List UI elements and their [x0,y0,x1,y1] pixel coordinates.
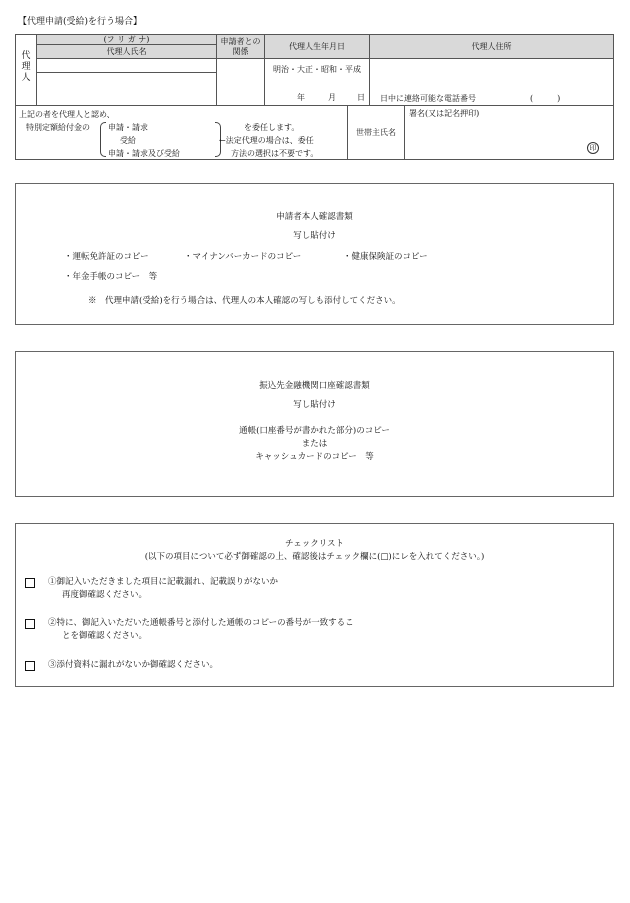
entrust-text1: を委任します。 [244,123,300,132]
checklist-item-2 [48,617,354,643]
address-field[interactable] [369,58,614,106]
birth-label: 代理人生年月日 [289,42,345,51]
id-document-section [15,183,614,325]
day-label: 日 [357,93,365,102]
proxy-name-field[interactable] [36,72,217,106]
entrust-text3: 方法の選択は不要です。 [231,149,319,158]
section-header: 【代理申請(受給)を行う場合】 [18,17,143,27]
checklist-instruction: (以下の項目について必ず御確認の上、確認後はチェック欄に(□)にレを入れてください。) [144,552,485,562]
checklist-item-1-line1: ①御記入いただきました項目に記載漏れ、記載誤りがないか [48,577,279,587]
signature-field[interactable] [404,105,614,160]
entrust-text2: ←法定代理の場合は、委任 [219,136,314,145]
year-label: 年 [297,93,305,102]
address-header [369,34,614,59]
name-header [36,44,217,59]
relation-label: 申請者との関係 [220,37,261,56]
bank-section-title: 振込先金融機関口座確認書類 [259,381,370,391]
seal-mark: 印 [587,142,599,154]
proxy-name-label: 代理人氏名 [106,47,147,56]
proxy-side-cell [15,34,37,106]
delegation-cell [15,105,348,160]
householder-cell [347,105,405,160]
left-brace [100,122,106,157]
checklist-checkbox-3[interactable] [25,661,35,671]
checklist-item-3 [48,659,218,672]
checklist-item-1-line2: 再度御確認ください。 [62,590,148,600]
checklist-item-2-line2: とを御確認ください。 [62,631,148,641]
option-apply-receive[interactable]: 申請・請求及び受給 [108,149,180,158]
id-section-note: ※ 代理申請(受給)を行う場合は、代理人の本人確認の写しも添付してください。 [88,296,401,306]
option-receive[interactable]: 受給 [120,136,136,145]
signature-label: 署名(又は記名押印) [409,109,480,118]
id-item-mynumber: ・マイナンバーカードのコピー [184,252,302,262]
proxy-side-label: 代理人 [21,51,31,83]
bank-line-card: キャッシュカードのコピー 等 [255,452,374,462]
checklist-section [15,523,614,687]
id-item-insurance: ・健康保険証のコピー [343,252,428,262]
checklist-item-2-line1: ②特に、御記入いただいた通帳番号と添付した通帳のコピーの番号が一致するこ [48,618,354,628]
bank-section-subtitle: 写し貼付け [293,400,336,410]
proxy-table [15,34,614,164]
checklist-checkbox-1[interactable] [25,578,35,588]
delegation-line2: 特別定額給付金の [26,123,90,132]
checklist-item-3-line1: ③添付資料に漏れがないか御確認ください。 [48,660,219,670]
checklist-title: チェックリスト [284,539,345,549]
relation-header [216,34,265,59]
furigana-label: (フ リ ガ ナ) [103,35,150,44]
id-item-license: ・運転免許証のコピー [64,252,149,262]
month-label: 月 [328,93,336,102]
householder-label: 世帯主氏名 [356,128,396,137]
option-apply[interactable]: 申請・請求 [108,123,148,132]
furigana-field[interactable] [36,58,217,73]
checklist-checkbox-2[interactable] [25,619,35,629]
era-options: 明治・大正・昭和・平成 [273,65,361,74]
id-section-subtitle: 写し貼付け [293,231,336,241]
relation-field[interactable] [216,58,265,106]
id-section-title: 申請者本人確認書類 [276,212,353,222]
delegation-line1: 上記の者を代理人と認め、 [19,110,115,119]
birth-field[interactable] [264,58,370,106]
bank-line-or: または [301,439,328,449]
bank-document-section [15,351,614,497]
checklist-item-1 [48,576,278,602]
phone-parens: ( ) [530,94,561,103]
birth-header [264,34,370,59]
phone-label: 日中に連絡可能な電話番号 [380,94,476,103]
id-item-pension: ・年金手帳のコピー 等 [64,272,158,282]
address-label: 代理人住所 [471,42,512,51]
bank-line-passbook: 通帳(口座番号が書かれた部分)のコピー [239,426,390,436]
